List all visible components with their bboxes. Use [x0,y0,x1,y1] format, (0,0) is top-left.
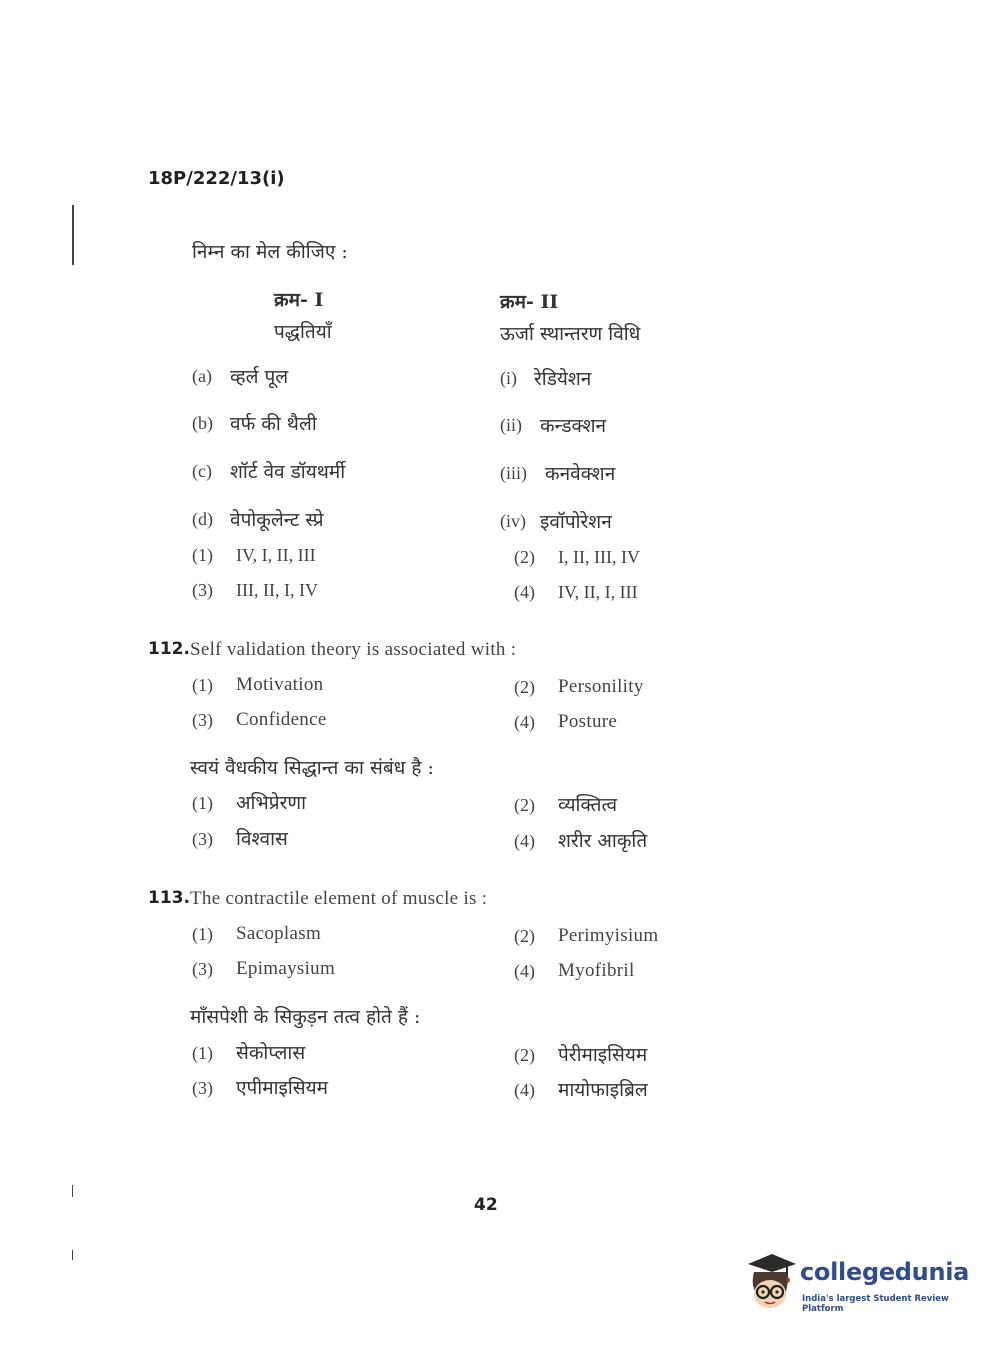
question-text: Self validation theory is associated with : [190,639,517,660]
mascot-graduate-icon [742,1250,800,1312]
column-2-title: क्रम- II [500,291,559,313]
option-number: (3) [192,959,213,979]
match-left-item: शॉर्ट वेव डॉयथर्मी [230,461,346,483]
option-number: (3) [192,1078,213,1098]
option-text: IV, I, II, III [236,545,316,565]
option-text: विश्वास [236,828,288,850]
column-1-subtitle: पद्धतियाँ [274,321,332,343]
collegedunia-logo [742,1250,972,1312]
option-number: (2) [514,677,535,697]
option-text: IV, II, I, III [558,582,638,602]
option-number: (2) [514,926,535,946]
scan-edge-mark [72,205,74,265]
match-right-item: कन्डक्शन [540,415,607,437]
option-text: Confidence [236,709,327,730]
match-left-label: (b) [192,413,213,433]
match-right-item: रेडियेशन [534,368,592,390]
option-text: Perimyisium [558,925,659,946]
question-text-hindi: माँसपेशी के सिकुड़न तत्व होते हैं : [190,1006,421,1028]
option-number: (1) [192,1043,213,1063]
scan-edge-mark [72,1185,73,1197]
option-text: सेकोप्लास [236,1042,306,1064]
option-number: (4) [514,582,535,602]
option-number: (4) [514,712,535,732]
match-right-item: कनवेक्शन [545,463,616,485]
option-text: Sacoplasm [236,923,322,944]
page-number: 42 [474,1195,498,1215]
scan-edge-mark [72,1250,73,1260]
column-1-title: क्रम- I [274,289,324,311]
option-number: (2) [514,1045,535,1065]
column-2-subtitle: ऊर्जा स्थान्तरण विधि [500,323,641,345]
match-right-label: (i) [500,368,517,388]
logo-tagline: India's largest Student Review Platform [802,1294,949,1314]
option-number: (4) [514,1080,535,1100]
match-left-item: वेपोकूलेन्ट स्प्रे [230,509,324,531]
option-number: (1) [192,924,213,944]
option-text: अभिप्रेरणा [236,792,307,814]
option-number: (4) [514,831,535,851]
match-right-item: इवॉपोरेशन [540,511,612,533]
option-text: I, II, III, IV [558,547,640,567]
question-text-hindi: स्वयं वैधकीय सिद्धान्त का संबंध है : [190,757,434,779]
option-text: Motivation [236,674,324,695]
option-number: (1) [192,793,213,813]
option-text: Myofibril [558,960,635,981]
option-text: व्यक्तित्व [558,794,618,816]
option-number: (2) [514,547,535,567]
logo-wordmark: collegedunia [800,1258,970,1286]
question-text: The contractile element of muscle is : [190,888,488,909]
option-number: (3) [192,580,213,600]
option-number: (1) [192,675,213,695]
match-instruction: निम्न का मेल कीजिए : [192,241,348,263]
option-number: (1) [192,545,213,565]
paper-code: 18P/222/13(i) [148,168,285,189]
option-text: शरीर आकृति [558,830,648,852]
option-text: Epimaysium [236,958,336,979]
match-left-label: (d) [192,509,213,529]
option-text: Personility [558,676,644,697]
match-right-label: (ii) [500,415,522,435]
option-number: (4) [514,961,535,981]
option-number: (3) [192,710,213,730]
option-text: Posture [558,711,618,732]
match-left-item: वर्फ की थैली [230,413,317,435]
match-left-item: व्हर्ल पूल [230,366,289,388]
option-text: पेरीमाइसियम [558,1044,648,1066]
match-left-label: (c) [192,461,212,481]
option-number: (3) [192,829,213,849]
match-left-label: (a) [192,366,212,386]
option-text: एपीमाइसियम [236,1077,328,1099]
option-text: मायोफाइब्रिल [558,1079,648,1101]
option-number: (2) [514,795,535,815]
match-right-label: (iv) [500,511,526,531]
question-number: 112. [148,639,190,659]
option-text: III, II, I, IV [236,580,318,600]
match-right-label: (iii) [500,463,527,483]
question-number: 113. [148,888,190,908]
